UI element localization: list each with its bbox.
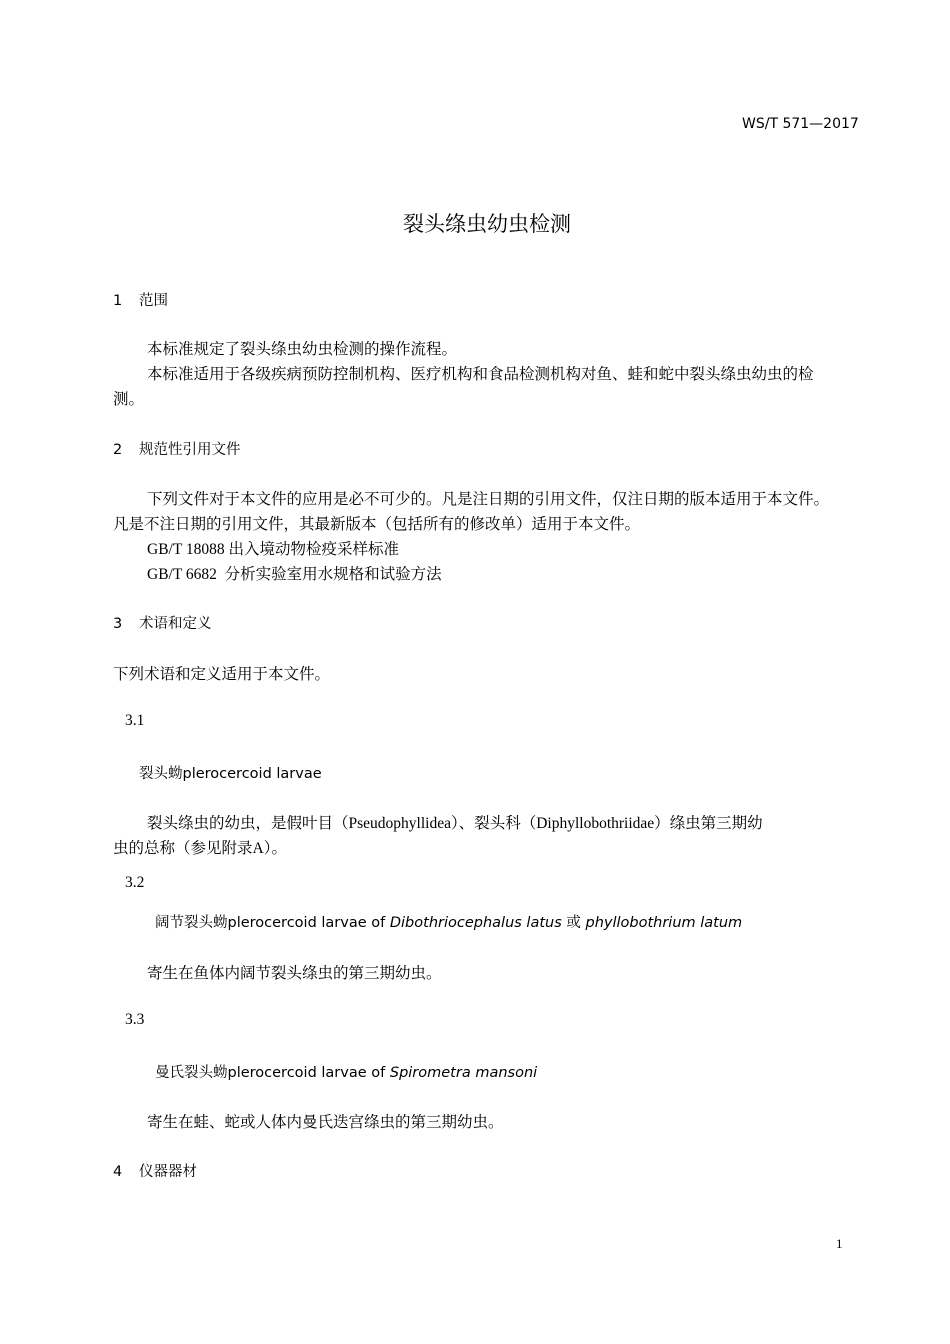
section-number: 4: [113, 1164, 123, 1180]
section-2-heading: [113, 438, 241, 459]
reference-item: GB/T 18088 出入境动物检疫采样标准: [147, 541, 400, 558]
term-definition: 寄生在蛙、蛇或人体内曼氏迭宫绦虫的第三期幼虫。: [147, 1114, 504, 1131]
section-4-heading: [113, 1160, 197, 1181]
paragraph: 本标准规定了裂头绦虫幼虫检测的操作流程。: [147, 341, 458, 358]
reference-item: GB/T 6682 分析实验室用水规格和试验方法: [147, 566, 442, 583]
section-1-heading: [113, 289, 168, 310]
term-number: 3.2: [125, 874, 145, 891]
term-english: plerocercoid larvae of: [227, 915, 386, 931]
term-definition: 裂头绦虫的幼虫，是假叶目（Pseudophyllidea）、裂头科（Diphyllobothriidae）绦虫第三期幼: [147, 815, 763, 832]
section-title: 规范性引用文件: [139, 442, 241, 458]
term-chinese: 曼氏裂头蚴: [155, 1065, 228, 1081]
term-definition: 寄生在鱼体内阔节裂头绦虫的第三期幼虫。: [147, 965, 442, 982]
paragraph: 测。: [113, 391, 145, 408]
paragraph: 本标准适用于各级疾病预防控制机构、医疗机构和食品检测机构对鱼、蛙和蛇中裂头绦虫幼虫的检: [147, 366, 814, 383]
term-entry: [139, 762, 322, 783]
document-title: 裂头绦虫幼虫检测: [403, 212, 571, 236]
species-name: phyllobothrium latum: [585, 915, 743, 931]
page-number: 1: [836, 1236, 843, 1251]
paragraph: 下列术语和定义适用于本文件。: [113, 666, 331, 683]
section-3-heading: [113, 612, 212, 633]
term-english: plerocercoid larvae of: [227, 1065, 386, 1081]
species-name: Dibothriocephalus latus: [389, 915, 562, 931]
section-title: 术语和定义: [139, 616, 212, 632]
section-number: 2: [113, 442, 123, 458]
section-title: 仪器器材: [139, 1164, 197, 1180]
standard-code: WS/T 571—2017: [742, 116, 859, 132]
term-english: plerocercoid larvae: [182, 766, 322, 782]
paragraph: 下列文件对于本文件的应用是必不可少的。凡是注日期的引用文件，仅注日期的版本适用于本文件。: [147, 491, 830, 508]
term-number: 3.1: [125, 712, 145, 729]
section-number: 3: [113, 616, 123, 632]
species-name: Spirometra mansoni: [389, 1065, 538, 1081]
term-entry: [155, 911, 742, 932]
section-number: 1: [113, 293, 123, 309]
conjunction: 或: [566, 915, 581, 931]
term-chinese: 裂头蚴: [139, 766, 183, 782]
paragraph: 凡是不注日期的引用文件，其最新版本（包括所有的修改单）适用于本文件。: [113, 516, 641, 533]
term-number: 3.3: [125, 1011, 145, 1028]
term-definition: 虫的总称（参见附录A）。: [113, 840, 287, 857]
term-entry: [155, 1061, 537, 1082]
section-title: 范围: [139, 293, 168, 309]
term-chinese: 阔节裂头蚴: [155, 915, 228, 931]
